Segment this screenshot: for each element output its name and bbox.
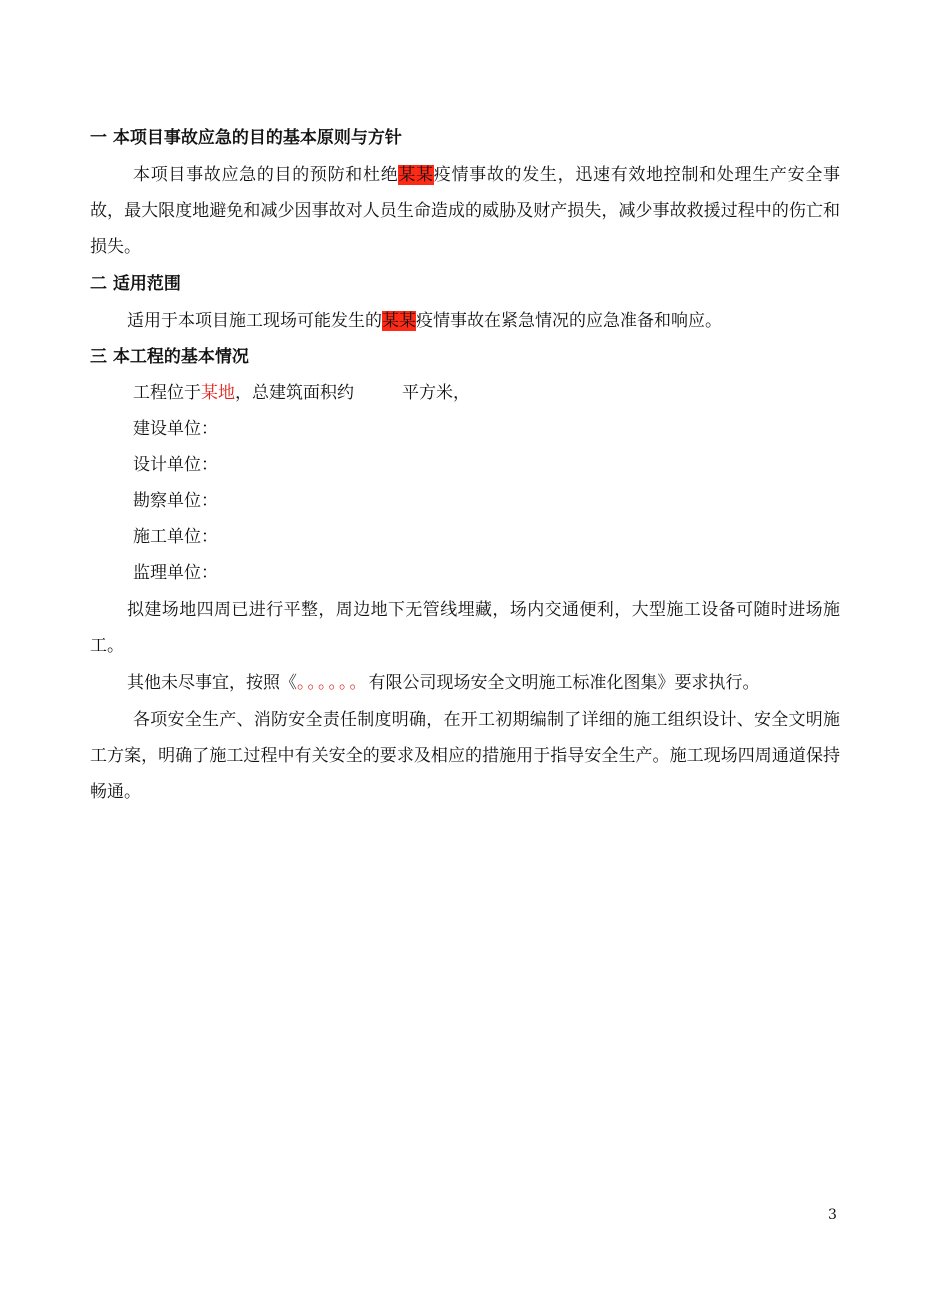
location-label: 工程位于 [133, 383, 201, 403]
paragraph-text: 本项目事故应急的目的预防和杜绝 [133, 165, 399, 185]
unit-supervision: 监理单位： [133, 563, 218, 583]
area-label: ，总建筑面积约 [235, 383, 354, 403]
paragraph-text: 有限公司现场安全文明施工标准化图集》要求执行。 [368, 673, 760, 693]
paragraph-text: 疫情事故的发生，迅速有效地控制和处理生产安全事故，最大限度地避免和减少因事故对人员生命造成的威胁及财产损失，减少事故救援过程中的伤亡和损失。 [90, 165, 841, 257]
section-2-paragraph [127, 310, 722, 332]
unit-survey: 勘察单位： [133, 491, 218, 511]
section-1-paragraph [90, 157, 840, 265]
paragraph-text: 疫情事故在紧急情况的应急准备和响应。 [416, 311, 722, 331]
paragraph-text: 适用于本项目施工现场可能发生的 [127, 311, 382, 331]
paragraph-text: 其他未尽事宜，按照《 [127, 673, 297, 693]
highlighted-placeholder: 某某 [398, 165, 434, 185]
safety-paragraph: 各项安全生产、消防安全责任制度明确，在开工初期编制了详细的施工组织设计、安全文明施工方案，明确了施工过程中有关安全的要求及相应的措施用于指导安全生产。施工现场四周通道保持畅通。 [90, 710, 840, 802]
section-heading-2: 二 适用范围 [90, 274, 181, 294]
project-location-line [133, 382, 470, 404]
highlighted-placeholder: 某某 [382, 311, 416, 331]
site-paragraph: 拟建场地四周已进行平整，周边地下无管线埋藏，场内交通便利，大型施工设备可随时进场施工。 [90, 600, 840, 656]
unit-construction-owner: 建设单位： [133, 419, 218, 439]
section-heading-3: 三 本工程的基本情况 [90, 347, 249, 367]
company-placeholder: 。。。。。。 [297, 673, 369, 693]
standards-paragraph [127, 672, 760, 694]
area-unit: 平方米， [402, 383, 470, 403]
section-heading-1: 一 本项目事故应急的目的基本原则与方针 [90, 128, 402, 148]
page-number: 3 [828, 1207, 837, 1223]
unit-construction: 施工单位： [133, 527, 218, 547]
unit-design: 设计单位： [133, 455, 218, 475]
location-placeholder: 某地 [201, 383, 235, 403]
